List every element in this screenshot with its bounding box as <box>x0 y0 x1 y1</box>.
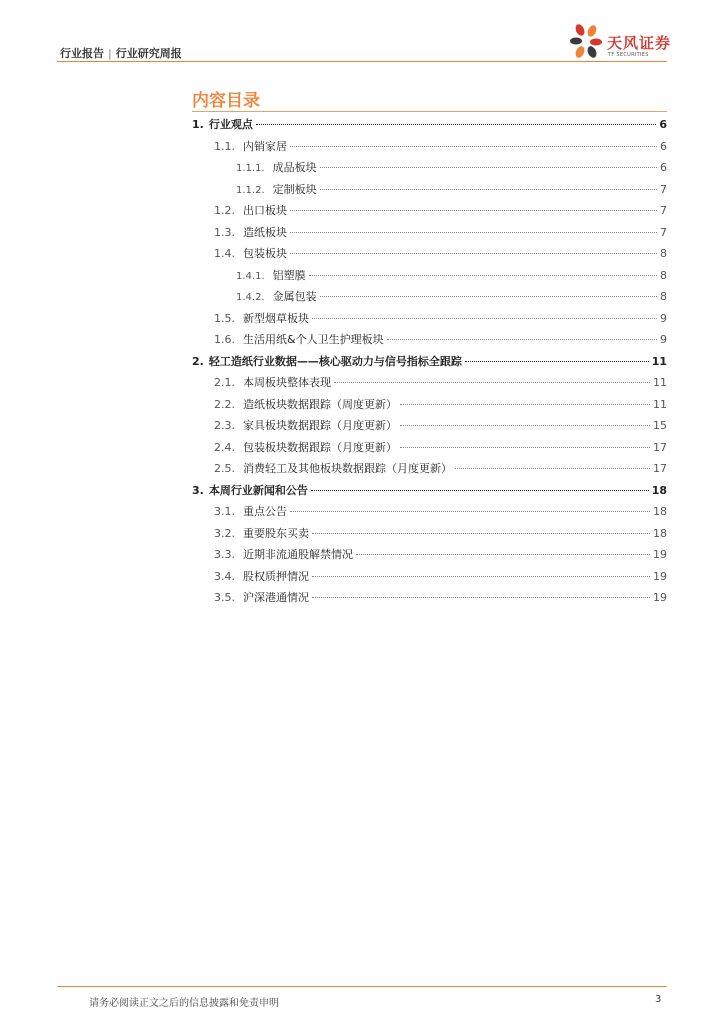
footer-divider <box>57 986 667 987</box>
toc-entry-label: 沪深港通情况 <box>243 591 309 604</box>
toc-entry[interactable] <box>214 503 667 519</box>
toc-entry[interactable] <box>214 525 667 541</box>
toc-entry[interactable] <box>214 589 667 605</box>
toc-entry-page: 7 <box>660 182 667 196</box>
toc-entry[interactable] <box>214 546 667 562</box>
toc-entry[interactable] <box>236 159 667 175</box>
toc-entry[interactable] <box>214 439 667 455</box>
toc-entry[interactable] <box>214 224 667 240</box>
toc-leader-dots <box>311 490 649 491</box>
toc-entry-number: 1.1.2. <box>236 184 265 196</box>
toc-entry-page: 7 <box>660 204 667 217</box>
toc-entry-page: 15 <box>653 419 667 432</box>
toc-leader-dots <box>400 447 650 448</box>
toc-entry[interactable] <box>214 245 667 261</box>
toc-entry-number: 1. <box>192 118 204 131</box>
toc-entry-number: 1.4.1. <box>236 270 265 282</box>
toc-entry-number: 3.4. <box>214 569 235 583</box>
toc-entry-label: 内销家居 <box>243 139 287 153</box>
report-header <box>60 45 182 61</box>
toc-entry[interactable] <box>236 181 667 197</box>
toc-entry[interactable] <box>214 331 667 347</box>
toc-entry-number: 2. <box>192 354 204 368</box>
toc-entry[interactable] <box>214 138 667 154</box>
toc-entry-page: 6 <box>659 118 667 131</box>
toc-entry-label: 出口板块 <box>243 204 287 217</box>
toc-entry-page: 6 <box>660 139 667 153</box>
toc-leader-dots <box>400 425 650 426</box>
toc-entry[interactable] <box>236 288 667 304</box>
toc-leader-dots <box>312 576 650 577</box>
toc-entry[interactable] <box>214 310 667 326</box>
toc-entry[interactable] <box>214 202 667 218</box>
toc-entry-page: 18 <box>651 483 667 497</box>
toc-entry-label: 生活用纸&个人卫生护理板块 <box>243 333 384 346</box>
toc-entry-label: 铝塑膜 <box>272 268 306 282</box>
report-category: 行业报告 <box>60 47 104 60</box>
toc-entry-label: 成品板块 <box>272 161 317 174</box>
toc-entry[interactable] <box>236 267 667 283</box>
toc-entry-number: 1.5. <box>214 311 235 325</box>
toc-entry-label: 包装板块数据跟踪（月度更新） <box>243 440 397 454</box>
toc-entry-label: 轻工造纸行业数据——核心驱动力与信号指标全跟踪 <box>208 354 462 368</box>
toc-entry-number: 2.1. <box>214 376 235 389</box>
toc-entry-page: 18 <box>653 505 667 518</box>
header-separator: | <box>108 47 112 60</box>
toc-entry-number: 1.2. <box>214 204 235 217</box>
toc-entry-number: 2.4. <box>214 440 235 454</box>
toc-entry[interactable] <box>214 374 667 390</box>
toc-entry[interactable] <box>214 417 667 433</box>
toc-entry-number: 2.5. <box>214 462 235 475</box>
toc-entry-page: 18 <box>653 526 667 540</box>
toc-title: 内容目录 <box>192 91 260 111</box>
toc-leader-dots <box>320 189 657 190</box>
toc-entry-label: 行业观点 <box>208 118 253 131</box>
toc-entry-page: 7 <box>660 225 667 239</box>
toc-entry-label: 造纸板块数据跟踪（周度更新） <box>243 397 397 411</box>
toc-entry-label: 本周行业新闻和公告 <box>208 483 308 497</box>
toc-leader-dots <box>400 404 650 405</box>
toc-entry[interactable] <box>214 568 667 584</box>
toc-leader-dots <box>312 533 650 534</box>
footer-disclaimer: 请务必阅读正文之后的信息披露和免责申明 <box>89 998 279 1009</box>
toc-entry-number: 3.5. <box>214 591 235 604</box>
toc-entry-label: 近期非流通股解禁情况 <box>243 548 353 561</box>
toc-leader-dots <box>465 361 649 362</box>
toc-leader-dots <box>334 382 650 383</box>
toc-leader-dots <box>356 554 650 555</box>
toc-entry-page: 8 <box>660 268 667 282</box>
toc-entry-label: 金属包装 <box>272 290 317 303</box>
toc-entry-label: 消费轻工及其他板块数据跟踪（月度更新） <box>243 462 452 475</box>
toc-entry-page: 19 <box>653 569 667 583</box>
footer-page-number: 3 <box>655 994 662 1005</box>
toc-entry-number: 3.3. <box>214 548 235 561</box>
toc-entry-page: 11 <box>653 397 667 411</box>
toc-entry-number: 3. <box>192 483 204 497</box>
toc-leader-dots <box>290 253 657 254</box>
toc-entry-number: 1.3. <box>214 225 235 239</box>
toc-entry-number: 2.3. <box>214 419 235 432</box>
logo-name-en: TF SECURITIES <box>608 52 649 58</box>
toc-entry-page: 19 <box>653 548 667 561</box>
toc-title-divider <box>192 111 667 112</box>
toc-entry-label: 本周板块整体表现 <box>243 376 331 389</box>
toc-entry-label: 造纸板块 <box>243 225 287 239</box>
toc-entry-page: 6 <box>660 161 667 174</box>
company-logo <box>568 22 678 60</box>
toc-entry-number: 1.4.2. <box>236 292 265 303</box>
toc-leader-dots <box>312 597 650 598</box>
toc-entry-label: 重点公告 <box>243 505 287 518</box>
toc-entry-page: 19 <box>653 591 667 604</box>
toc-entry-label: 新型烟草板块 <box>243 311 309 325</box>
header-divider <box>57 61 667 62</box>
toc-entry[interactable] <box>192 482 667 498</box>
toc-entry-number: 1.6. <box>214 333 235 346</box>
toc-entry-page: 11 <box>653 376 667 389</box>
toc-entry-number: 1.4. <box>214 247 235 260</box>
toc-entry-number: 1.1.1. <box>236 163 265 174</box>
toc-leader-dots <box>290 210 657 211</box>
toc-entry[interactable] <box>192 116 667 132</box>
toc-entry-page: 9 <box>660 333 667 346</box>
toc-leader-dots <box>290 511 650 512</box>
toc-entry[interactable] <box>214 396 667 412</box>
toc-leader-dots <box>256 124 657 125</box>
toc-entry-label: 定制板块 <box>272 182 317 196</box>
toc-entry-page: 17 <box>653 462 667 475</box>
toc-entry-label: 股权质押情况 <box>243 569 309 583</box>
toc-entry-page: 9 <box>660 311 667 325</box>
toc-entry-number: 3.2. <box>214 526 235 540</box>
toc-leader-dots <box>290 232 657 233</box>
toc-leader-dots <box>290 146 657 147</box>
toc-entry[interactable] <box>214 460 667 476</box>
toc-leader-dots <box>309 275 657 276</box>
toc-leader-dots <box>455 468 650 469</box>
flower-logo-icon <box>568 22 606 60</box>
logo-name-cn: 天风证券 <box>607 34 672 52</box>
toc-entry[interactable] <box>192 353 667 369</box>
toc-entry-page: 8 <box>660 247 667 260</box>
toc-entry-label: 重要股东买卖 <box>243 526 309 540</box>
toc-leader-dots <box>312 318 657 319</box>
report-subcategory: 行业研究周报 <box>115 47 182 60</box>
toc-entry-page: 11 <box>651 354 667 368</box>
toc-entry-number: 1.1. <box>214 139 235 153</box>
toc-entry-label: 家具板块数据跟踪（月度更新） <box>243 419 397 432</box>
toc-leader-dots <box>320 296 657 297</box>
toc-leader-dots <box>387 339 657 340</box>
toc-entry-label: 包装板块 <box>243 247 287 260</box>
toc-entry-page: 17 <box>653 440 667 454</box>
toc-entry-page: 8 <box>660 290 667 303</box>
toc-leader-dots <box>320 167 657 168</box>
toc-entry-number: 2.2. <box>214 397 235 411</box>
toc-entry-number: 3.1. <box>214 505 235 518</box>
